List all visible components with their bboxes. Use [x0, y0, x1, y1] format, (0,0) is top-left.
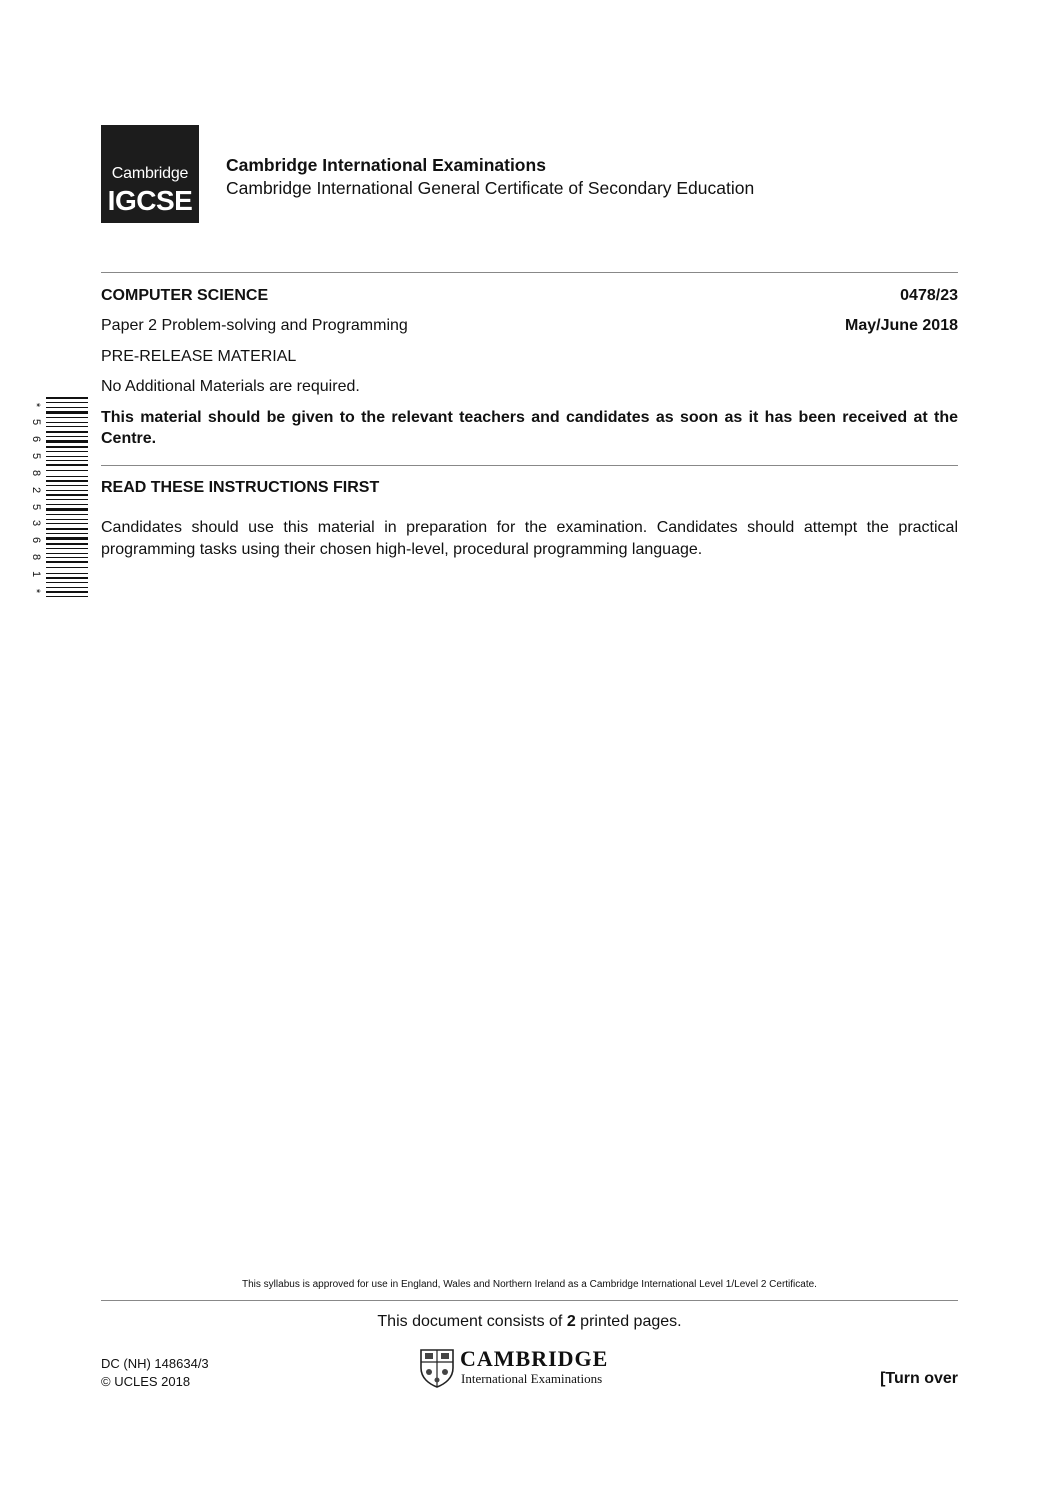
turn-over: [Turn over — [880, 1370, 958, 1387]
barcode-bar — [46, 567, 88, 568]
middle-divider — [101, 465, 958, 466]
exam-code: 0478/23 — [900, 287, 958, 304]
barcode-bar — [46, 485, 88, 486]
barcode-digit: 8 — [30, 469, 42, 476]
barcode-bar — [46, 417, 88, 418]
materials-note: No Additional Materials are required. — [101, 378, 360, 395]
barcode-digit: 6 — [30, 537, 42, 544]
syllabus-approval: This syllabus is approved for use in England, Wales and Northern Ireland as a Cambridge International Level 1/Level 2 Certificate. — [242, 1279, 817, 1290]
barcode-digit: * — [30, 402, 42, 408]
barcode-bar — [46, 407, 88, 408]
barcode-bar — [46, 464, 88, 466]
barcode-bar — [46, 587, 88, 588]
barcode-digits — [29, 397, 43, 600]
barcode-bar — [46, 523, 88, 524]
barcode-digit: 5 — [30, 503, 42, 510]
barcode-digit: 5 — [30, 418, 42, 425]
page-count-statement — [101, 1313, 958, 1331]
barcode-bar — [46, 431, 88, 433]
barcode-bar — [46, 553, 88, 554]
page-count: 2 — [566, 1313, 576, 1330]
barcode-bar — [46, 519, 88, 520]
document-code: DC (NH) 148634/3 — [101, 1356, 209, 1371]
barcode-bar — [46, 436, 88, 437]
barcode-bar — [46, 470, 88, 471]
barcode-bar — [46, 490, 88, 491]
subject-title: COMPUTER SCIENCE — [101, 287, 269, 304]
logo-text-top: Cambridge — [111, 165, 189, 182]
instructions-body: Candidates should use this material in preparation for the examination. Candidates should attempt the practical programming tasks using their chosen high-level, procedural programming language. — [101, 519, 958, 558]
org-name: Cambridge International Examinations — [226, 155, 546, 175]
barcode-bar — [46, 573, 88, 574]
barcode-bar — [46, 476, 88, 477]
barcode-bar — [46, 402, 88, 403]
barcode-bar — [46, 504, 88, 505]
barcode-bar — [46, 561, 88, 563]
barcode-digit: 5 — [30, 452, 42, 459]
barcode-bar — [46, 411, 88, 414]
barcode-bar — [46, 596, 88, 597]
org-subtitle: Cambridge International General Certificate of Secondary Education — [226, 178, 755, 198]
cambridge-shield-icon — [419, 1348, 455, 1388]
barcode-bar — [46, 557, 88, 558]
barcode-bar — [46, 533, 88, 534]
barcode-digit: 1 — [30, 571, 42, 578]
barcode-digit: 3 — [30, 520, 42, 527]
barcode-bar — [46, 582, 88, 583]
barcode-bar — [46, 494, 88, 496]
barcode-bar — [46, 499, 88, 500]
barcode-bar — [46, 440, 88, 443]
barcode-bar — [46, 397, 88, 399]
distribution-notice: This material should be given to the relevant teachers and candidates as soon as it has been received at the Centre. — [101, 409, 958, 447]
barcode-bar — [46, 508, 88, 511]
top-divider — [101, 272, 958, 273]
barcode-bar — [46, 422, 88, 423]
barcode — [46, 397, 88, 600]
barcode-bar — [46, 446, 88, 448]
exam-session: May/June 2018 — [845, 317, 958, 334]
barcode-bar — [46, 480, 88, 482]
consists-suffix: printed pages. — [575, 1313, 682, 1330]
barcode-bar — [46, 426, 88, 427]
barcode-bar — [46, 591, 88, 593]
cambridge-brand: CAMBRIDGE — [460, 1346, 609, 1371]
paper-title: Paper 2 Problem-solving and Programming — [101, 317, 408, 334]
barcode-bar — [46, 543, 88, 545]
barcode-digit: 2 — [30, 486, 42, 493]
barcode-digit: 8 — [30, 554, 42, 561]
footer-divider — [101, 1300, 958, 1301]
barcode-digit: 6 — [30, 435, 42, 442]
barcode-bar — [46, 577, 88, 579]
barcode-bar — [46, 460, 88, 461]
consists-prefix: This document consists of — [377, 1313, 567, 1330]
barcode-bar — [46, 537, 88, 540]
barcode-bar — [46, 456, 88, 457]
barcode-bar — [46, 514, 88, 515]
copyright: © UCLES 2018 — [101, 1374, 191, 1389]
cambridge-brand-sub: International Examinations — [461, 1371, 603, 1386]
material-type: PRE-RELEASE MATERIAL — [101, 348, 297, 365]
barcode-bar — [46, 451, 88, 452]
instructions-heading: READ THESE INSTRUCTIONS FIRST — [101, 479, 380, 496]
logo-text-bottom: IGCSE — [107, 185, 193, 216]
barcode-digit: * — [30, 588, 42, 594]
barcode-bar — [46, 548, 88, 549]
igcse-logo — [101, 125, 199, 223]
barcode-bar — [46, 528, 88, 530]
